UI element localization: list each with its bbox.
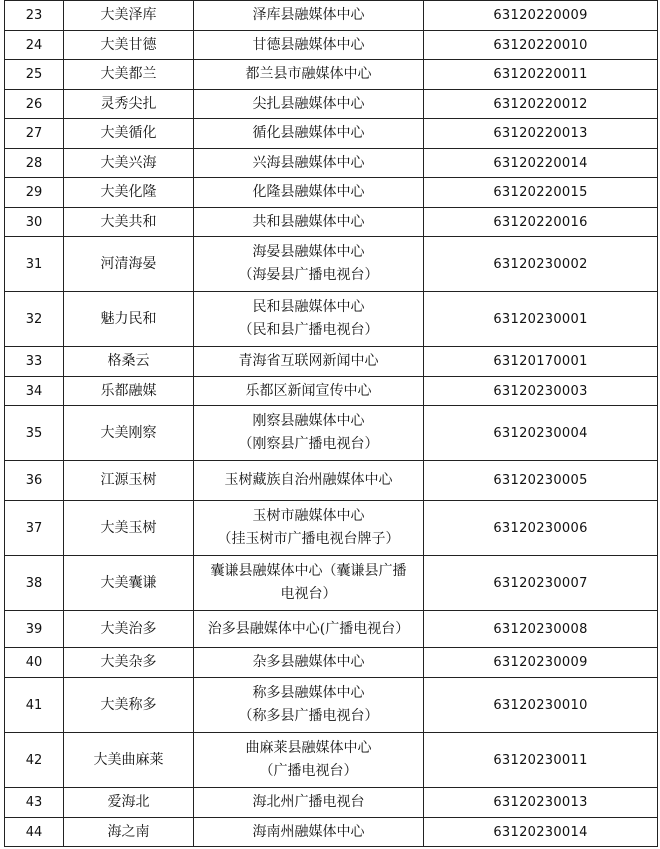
account-name: 灵秀尖扎 (64, 90, 194, 119)
organization-cell (194, 678, 424, 733)
registration-code: 63120170001 (424, 347, 658, 377)
organization-line: 青海省互联网新闻中心 (238, 353, 379, 369)
row-number: 44 (5, 818, 64, 847)
row-number: 33 (5, 347, 64, 377)
registration-code: 63120230010 (424, 678, 658, 733)
table-row (5, 678, 658, 733)
organization-line: （海晏县广播电视台） (238, 267, 379, 283)
registration-code: 63120230002 (424, 237, 658, 292)
organization-line: 泽库县融媒体中心 (252, 7, 365, 23)
organization-line: 共和县融媒体中心 (252, 213, 365, 230)
table-row (5, 31, 658, 60)
table-row (5, 178, 658, 208)
organization-line: （广播电视台） (259, 763, 358, 779)
row-number: 23 (5, 1, 64, 31)
organization-line: （称多县广播电视台） (238, 708, 379, 724)
organization-cell (194, 119, 424, 149)
account-name: 乐都融媒 (64, 377, 194, 406)
registration-code: 63120230013 (424, 788, 658, 818)
registration-code: 63120230006 (424, 501, 658, 556)
registration-code: 63120220016 (424, 208, 658, 237)
row-number: 27 (5, 119, 64, 149)
row-number: 30 (5, 208, 64, 237)
organization-cell (194, 347, 424, 377)
registry-table (4, 0, 658, 847)
organization-line: 囊谦县融媒体中心（囊谦县广播 (210, 563, 407, 579)
organization-cell (194, 611, 424, 648)
organization-line: 化隆县融媒体中心 (252, 184, 365, 200)
account-name: 大美刚察 (64, 406, 194, 461)
row-number: 37 (5, 501, 64, 556)
account-name: 大美甘德 (64, 31, 194, 60)
account-name: 河清海晏 (64, 237, 194, 292)
organization-line: 甘德县融媒体中心 (252, 36, 365, 53)
row-number: 34 (5, 377, 64, 406)
organization-line: 曲麻莱县融媒体中心 (245, 740, 372, 756)
table-row (5, 818, 658, 847)
account-name: 大美称多 (64, 678, 194, 733)
organization-cell (194, 90, 424, 119)
organization-line: 兴海县融媒体中心 (252, 154, 365, 171)
organization-cell (194, 818, 424, 847)
organization-cell (194, 556, 424, 611)
account-name: 大美玉树 (64, 501, 194, 556)
organization-line: 尖扎县融媒体中心 (252, 95, 365, 112)
account-name: 江源玉树 (64, 461, 194, 501)
row-number: 32 (5, 292, 64, 347)
row-number: 36 (5, 461, 64, 501)
table-row (5, 119, 658, 149)
registration-code: 63120230008 (424, 611, 658, 648)
table-row (5, 149, 658, 178)
registration-code: 63120220012 (424, 90, 658, 119)
table-row (5, 292, 658, 347)
registration-code: 63120220011 (424, 60, 658, 90)
table-row (5, 788, 658, 818)
registration-code: 63120220015 (424, 178, 658, 208)
account-name: 大美曲麻莱 (64, 733, 194, 788)
table-row (5, 611, 658, 648)
row-number: 41 (5, 678, 64, 733)
registration-code: 63120220014 (424, 149, 658, 178)
account-name: 大美兴海 (64, 149, 194, 178)
organization-cell (194, 788, 424, 818)
account-name: 大美囊谦 (64, 556, 194, 611)
organization-line: （挂玉树市广播电视台牌子） (217, 531, 400, 547)
row-number: 39 (5, 611, 64, 648)
registration-code: 63120220009 (424, 1, 658, 31)
table-row (5, 406, 658, 461)
account-name: 大美都兰 (64, 60, 194, 90)
organization-line: 循化县融媒体中心 (252, 125, 365, 141)
account-name: 大美杂多 (64, 648, 194, 678)
organization-line: 刚察县融媒体中心 (252, 413, 365, 429)
table-row (5, 377, 658, 406)
organization-line: 电视台） (280, 586, 337, 602)
registration-code: 63120230009 (424, 648, 658, 678)
row-number: 29 (5, 178, 64, 208)
row-number: 24 (5, 31, 64, 60)
row-number: 43 (5, 788, 64, 818)
organization-cell (194, 31, 424, 60)
account-name: 大美共和 (64, 208, 194, 237)
organization-line: 都兰县市融媒体中心 (245, 66, 372, 82)
row-number: 35 (5, 406, 64, 461)
table-row (5, 1, 658, 31)
account-name: 爱海北 (64, 788, 194, 818)
account-name: 大美泽库 (64, 1, 194, 31)
table-row (5, 208, 658, 237)
organization-line: 民和县融媒体中心 (252, 299, 365, 315)
row-number: 38 (5, 556, 64, 611)
row-number: 26 (5, 90, 64, 119)
organization-line: 海南州融媒体中心 (252, 823, 365, 840)
organization-line: （刚察县广播电视台） (238, 436, 379, 452)
organization-line: 治多县融媒体中心(广播电视台） (207, 620, 410, 637)
registration-code: 63120230003 (424, 377, 658, 406)
table-row (5, 461, 658, 501)
organization-cell (194, 237, 424, 292)
organization-line: 乐都区新闻宣传中心 (245, 382, 372, 399)
organization-line: 海晏县融媒体中心 (252, 244, 365, 260)
registration-code: 63120230004 (424, 406, 658, 461)
table-row (5, 237, 658, 292)
account-name: 大美循化 (64, 119, 194, 149)
organization-cell (194, 648, 424, 678)
account-name: 海之南 (64, 818, 194, 847)
table-row (5, 501, 658, 556)
organization-line: （民和县广播电视台） (238, 322, 379, 338)
organization-cell (194, 1, 424, 31)
table-row (5, 60, 658, 90)
organization-cell (194, 501, 424, 556)
organization-cell (194, 178, 424, 208)
registration-code: 63120230005 (424, 461, 658, 501)
row-number: 42 (5, 733, 64, 788)
registration-code: 63120220010 (424, 31, 658, 60)
table-row (5, 648, 658, 678)
organization-line: 海北州广播电视台 (252, 794, 365, 810)
organization-cell (194, 733, 424, 788)
row-number: 40 (5, 648, 64, 678)
organization-cell (194, 208, 424, 237)
organization-line: 称多县融媒体中心 (252, 685, 365, 701)
organization-line: 杂多县融媒体中心 (252, 654, 365, 670)
row-number: 28 (5, 149, 64, 178)
registration-code: 63120220013 (424, 119, 658, 149)
account-name: 大美化隆 (64, 178, 194, 208)
organization-cell (194, 406, 424, 461)
organization-cell (194, 377, 424, 406)
registration-code: 63120230001 (424, 292, 658, 347)
registration-code: 63120230011 (424, 733, 658, 788)
registration-code: 63120230007 (424, 556, 658, 611)
organization-line: 玉树藏族自治州融媒体中心 (224, 472, 393, 488)
row-number: 25 (5, 60, 64, 90)
table-row (5, 90, 658, 119)
table-body (5, 1, 658, 847)
table-row (5, 733, 658, 788)
organization-cell (194, 292, 424, 347)
organization-cell (194, 461, 424, 501)
table-row (5, 556, 658, 611)
organization-cell (194, 149, 424, 178)
account-name: 魅力民和 (64, 292, 194, 347)
organization-line: 玉树市融媒体中心 (252, 508, 365, 524)
registration-code: 63120230014 (424, 818, 658, 847)
account-name: 格桑云 (64, 347, 194, 377)
table-row (5, 347, 658, 377)
row-number: 31 (5, 237, 64, 292)
account-name: 大美治多 (64, 611, 194, 648)
organization-cell (194, 60, 424, 90)
